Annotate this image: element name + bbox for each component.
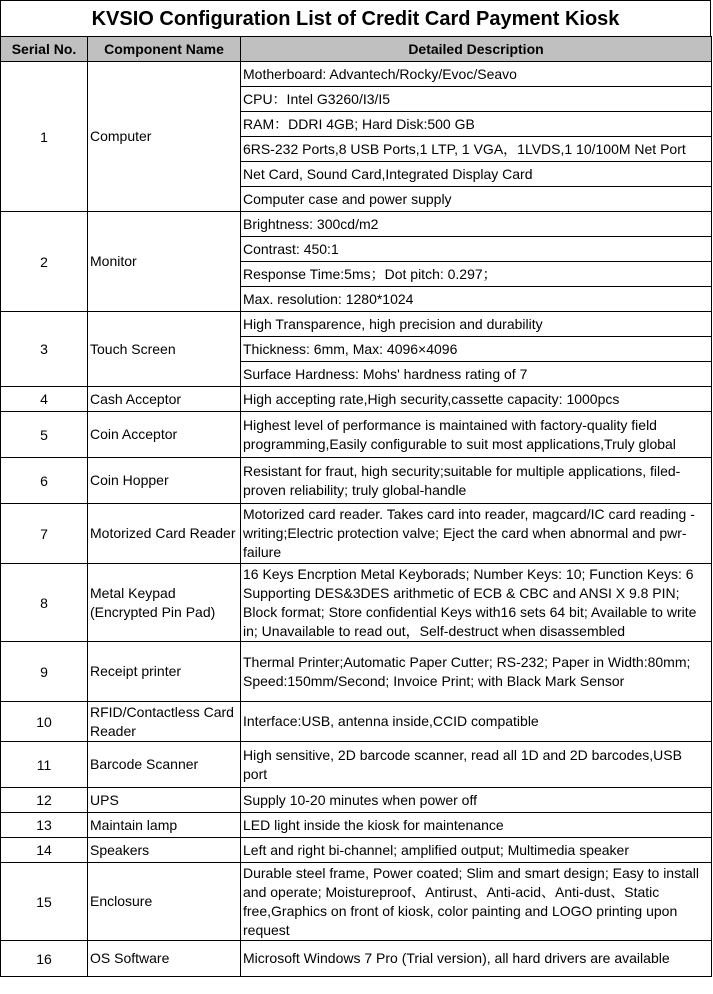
component-cell: Coin Acceptor — [88, 412, 241, 458]
component-cell: Metal Keypad (Encrypted Pin Pad) — [88, 564, 241, 642]
serial-cell: 6 — [1, 458, 88, 504]
component-cell: Receipt printer — [88, 642, 241, 702]
description-cell: Max. resolution: 1280*1024 — [241, 287, 712, 312]
serial-cell: 9 — [1, 642, 88, 702]
serial-cell: 2 — [1, 212, 88, 312]
serial-cell: 8 — [1, 564, 88, 642]
component-cell: Coin Hopper — [88, 458, 241, 504]
description-cell: Net Card, Sound Card,Integrated Display Card — [241, 162, 712, 187]
component-cell: Motorized Card Reader — [88, 504, 241, 564]
component-cell: Computer — [88, 62, 241, 212]
header-description: Detailed Description — [241, 37, 712, 62]
component-cell: Maintain lamp — [88, 813, 241, 838]
table-row — [1, 838, 712, 863]
component-cell: UPS — [88, 788, 241, 813]
description-cell: High sensitive, 2D barcode scanner, read all 1D and 2D barcodes,USB port — [241, 742, 712, 788]
description-cell: Surface Hardness: Mohs' hardness rating of 7 — [241, 362, 712, 387]
description-cell: Left and right bi-channel; amplified output; Multimedia speaker — [241, 838, 712, 863]
component-cell: Speakers — [88, 838, 241, 863]
description-cell: Thermal Printer;Automatic Paper Cutter; RS-232; Paper in Width:80mm; Speed:150mm/Second; Invoice Print; with Black Mark Sensor — [241, 642, 712, 702]
serial-cell: 15 — [1, 863, 88, 941]
description-cell: Motherboard: Advantech/Rocky/Evoc/Seavo — [241, 62, 712, 87]
description-cell: Supply 10-20 minutes when power off — [241, 788, 712, 813]
component-cell: RFID/Contactless Card Reader — [88, 702, 241, 742]
table-row — [1, 212, 712, 237]
table-row — [1, 458, 712, 504]
description-cell: CPU：Intel G3260/I3/I5 — [241, 87, 712, 112]
serial-cell: 13 — [1, 813, 88, 838]
component-cell: Monitor — [88, 212, 241, 312]
description-cell: Interface:USB, antenna inside,CCID compatible — [241, 702, 712, 742]
description-cell: High accepting rate,High security,cassette capacity: 1000pcs — [241, 387, 712, 412]
description-cell: Highest level of performance is maintained with factory-quality field programming,Easily configurable to suit most applications,Truly global — [241, 412, 712, 458]
table-row — [1, 788, 712, 813]
table-row — [1, 702, 712, 742]
serial-cell: 10 — [1, 702, 88, 742]
component-cell: OS Software — [88, 941, 241, 977]
description-cell: Motorized card reader. Takes card into reader, magcard/IC card reading - writing;Electric protection valve; Eject the card when abnormal and pwr-failure — [241, 504, 712, 564]
table-row — [1, 504, 712, 564]
serial-cell: 5 — [1, 412, 88, 458]
table-row — [1, 813, 712, 838]
table-row — [1, 941, 712, 977]
table-row — [1, 564, 712, 642]
table-row — [1, 863, 712, 941]
serial-cell: 3 — [1, 312, 88, 387]
description-cell: Thickness: 6mm, Max: 4096×4096 — [241, 337, 712, 362]
config-table — [0, 36, 712, 977]
component-cell: Cash Acceptor — [88, 387, 241, 412]
description-cell: RAM：DDRI 4GB; Hard Disk:500 GB — [241, 112, 712, 137]
table-body — [1, 62, 712, 977]
description-cell: High Transparence, high precision and durability — [241, 312, 712, 337]
description-cell: Microsoft Windows 7 Pro (Trial version), all hard drivers are available — [241, 941, 712, 977]
table-row — [1, 312, 712, 337]
component-cell: Touch Screen — [88, 312, 241, 387]
description-cell: Durable steel frame, Power coated; Slim and smart design; Easy to install and operate; Moistureproof、Antirust、Anti-acid、Anti-dust、Static free,Graphics on front of kiosk, color painting and LOGO printing upon request — [241, 863, 712, 941]
table-row — [1, 642, 712, 702]
serial-cell: 16 — [1, 941, 88, 977]
description-cell: Contrast: 450:1 — [241, 237, 712, 262]
component-cell: Enclosure — [88, 863, 241, 941]
serial-cell: 12 — [1, 788, 88, 813]
serial-cell: 11 — [1, 742, 88, 788]
header-serial: Serial No. — [1, 37, 88, 62]
serial-cell: 4 — [1, 387, 88, 412]
description-cell: Resistant for fraut, high security;suitable for multiple applications, filed-proven reliability; truly global-handle — [241, 458, 712, 504]
description-cell: 16 Keys Encrption Metal Keyborads; Number Keys: 10; Function Keys: 6 Supporting DES&3DES arithmetic of ECB & CBC and ANSI X 9.8 PIN; Block format; Store confidential Keys with16 sets 64 bit; Available to write in; Unavailable to read out，Self-destruct when disassembled — [241, 564, 712, 642]
header-row — [1, 37, 712, 62]
serial-cell: 7 — [1, 504, 88, 564]
component-cell: Barcode Scanner — [88, 742, 241, 788]
serial-cell: 14 — [1, 838, 88, 863]
header-component: Component Name — [88, 37, 241, 62]
serial-cell: 1 — [1, 62, 88, 212]
description-cell: LED light inside the kiosk for maintenance — [241, 813, 712, 838]
table-row — [1, 742, 712, 788]
table-row — [1, 62, 712, 87]
table-row — [1, 387, 712, 412]
sheet-title: KVSIO Configuration List of Credit Card Payment Kiosk — [0, 0, 711, 36]
description-cell: 6RS-232 Ports,8 USB Ports,1 LTP, 1 VGA，1LVDS,1 10/100M Net Port — [241, 137, 712, 162]
description-cell: Response Time:5ms；Dot pitch: 0.297； — [241, 262, 712, 287]
table-row — [1, 412, 712, 458]
description-cell: Computer case and power supply — [241, 187, 712, 212]
description-cell: Brightness: 300cd/m2 — [241, 212, 712, 237]
